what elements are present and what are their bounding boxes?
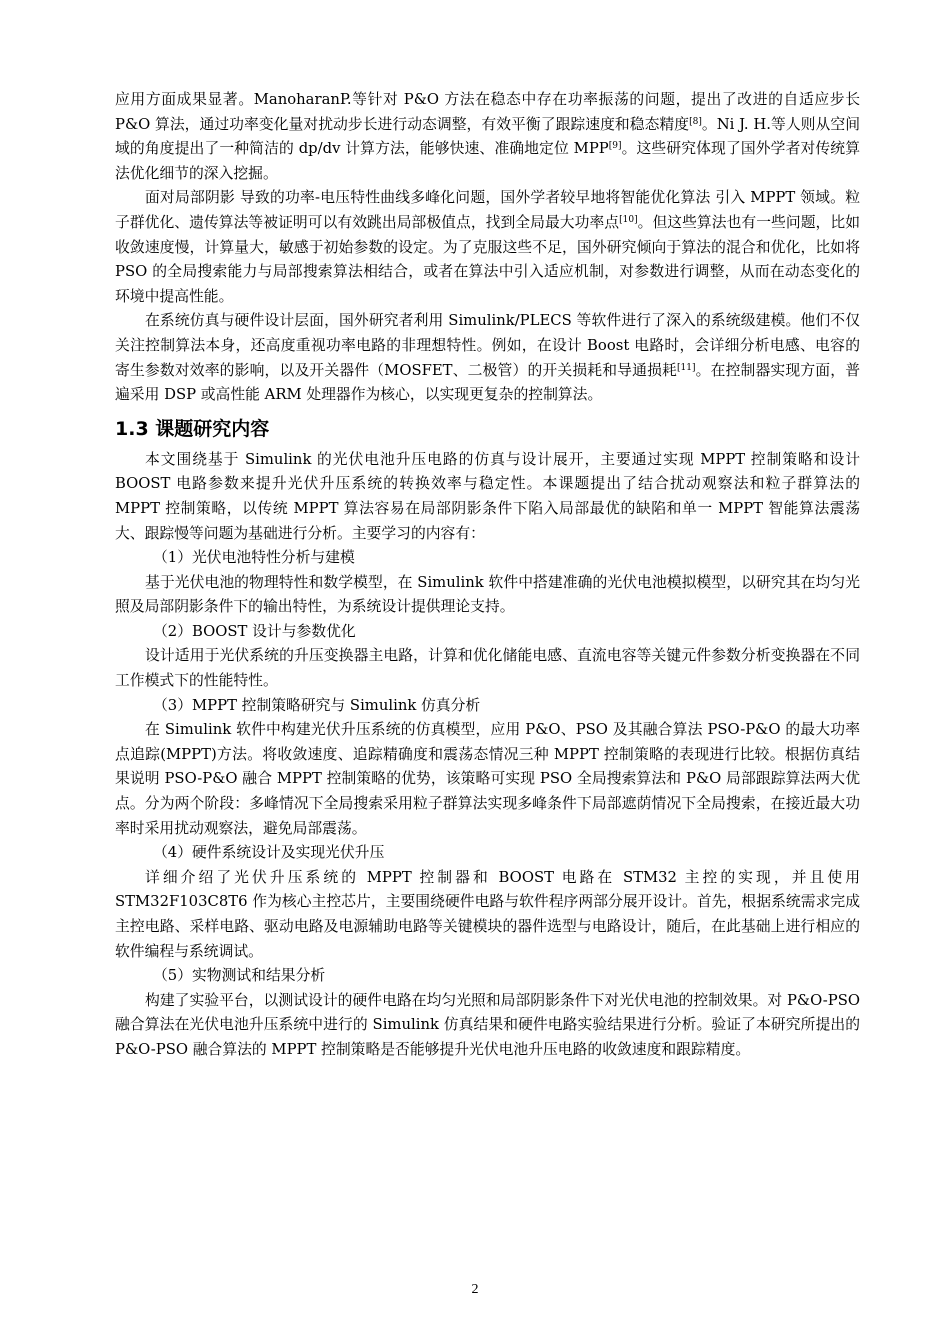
citation: [9] [608,141,622,152]
paragraph-top-1: 应用方面成果显著。ManoharanP.等针对 P&O 方法在稳态中存在功率振荡的问题，提出了改进的自适应步长 P&O 算法，通过功率变化量对扰动步长进行动态调整，有效平衡了跟踪速度和稳态精度[8]。Ni J. H.等人则从空间域的角度提出了一种简洁的 dp/dv 计算方法，能够快速、准确地定位 MPP[9]。这些研究体现了国外学者对传统算法优化细节的深入挖掘。 [115,91,860,182]
citation: [11] [677,362,696,373]
item-body-4: 详细介绍了光伏升压系统的 MPPT 控制器和 BOOST 电路在 STM32 主控的实现，并且使用 STM32F103C8T6 作为核心主控芯片，主要围绕硬件电路与软件程序两部分展开设计。首先，根据系统需求完成主控电路、采样电路、驱动电路及电源辅助电路等关键模块的器件选型与电路设计，随后，在此基础上进行相应的软件编程与系统调试。 [115,868,860,960]
item-title-2: （2）BOOST 设计与参数优化 [153,622,356,640]
item-body-1: 基于光伏电池的物理特性和数学模型，在 Simulink 软件中搭建准确的光伏电池模拟模型，以研究其在均匀光照及局部阴影条件下的输出特性，为系统设计提供理论支持。 [115,573,860,616]
page-number: 2 [471,1282,479,1297]
item-body-5: 构建了实验平台，以测试设计的硬件电路在均匀光照和局部阴影条件下对光伏电池的控制效果。对 P&O-PSO 融合算法在光伏电池升压系统中进行的 Simulink 仿真结果和硬件电路实验结果进行分析。验证了本研究所提出的 P&O-PSO 融合算法的 MPPT 控制策略是否能够提升光伏电池升压电路的收敛速度和跟踪精度。 [115,991,860,1058]
document-body [115,88,860,1063]
item-body-3: 在 Simulink 软件中构建光伏升压系统的仿真模型，应用 P&O、PSO 及其融合算法 PSO-P&O 的最大功率点追踪(MPPT)方法。将收敛速度、追踪精确度和震荡态情况三种 MPPT 控制策略的表现进行比较。根据仿真结果说明 PSO-P&O 融合 MPPT 控制策略的优势，该策略可实现 PSO 全局搜索算法和 P&O 局部跟踪算法两大优点。分为两个阶段：多峰情况下全局搜索采用粒子群算法实现多峰条件下局部遮荫情况下全局搜索，在接近最大功率时采用扰动观察法，避免局部震荡。 [115,721,860,837]
item-title-1: （1）光伏电池特性分析与建模 [153,549,355,567]
item-title-3: （3）MPPT 控制策略研究与 Simulink 仿真分析 [153,696,481,714]
item-body-2: 设计适用于光伏系统的升压变换器主电路，计算和优化储能电感、直流电容等关键元件参数分析变换器在不同工作模式下的性能特性。 [115,647,860,690]
section-heading: 1.3 课题研究内容 [115,417,270,440]
item-title-5: （5）实物测试和结果分析 [153,967,326,985]
citation: [8] [689,116,702,127]
intro-paragraph: 本文围绕基于 Simulink 的光伏电池升压电路的仿真与设计展开，主要通过实现 MPPT 控制策略和设计 BOOST 电路参数来提升光伏升压系统的转换效率与稳定性。本课题提出了结合扰动观察法和粒子群算法的 MPPT 控制策略，以传统 MPPT 算法容易在局部阴影条件下陷入局部最优的缺陷和单一 MPPT 智能算法震荡大、跟踪慢等问题为基础进行分析。主要学习的内容有： [115,450,860,542]
citation: [10] [619,214,638,225]
paragraph-top-3: 在系统仿真与硬件设计层面，国外研究者利用 Simulink/PLECS 等软件进行了深入的系统级建模。他们不仅关注控制算法本身，还高度重视功率电路的非理想特性。例如，在设计 Boost 电路时，会详细分析电感、电容的寄生参数对效率的影响，以及开关器件（MOSFET、二极管）的开关损耗和导通损耗[11]。在控制器实现方面，普遍采用 DSP 或高性能 ARM 处理器作为核心，以实现更复杂的控制算法。 [115,312,860,404]
paragraph-top-2: 面对局部阴影 导致的功率-电压特性曲线多峰化问题，国外学者较早地将智能优化算法 引入 MPPT 领域。粒子群优化、遗传算法等被证明可以有效跳出局部极值点，找到全局最大功率点[10]。但这些算法也有一些问题，比如收敛速度慢，计算量大，敏感于初始参数的设定。为了克服这些不足，国外研究倾向于算法的混合和优化，比如将 PSO 的全局搜索能力与局部搜索算法相结合，或者在算法中引入适应机制，对参数进行调整，从而在动态变化的环境中提高性能。 [115,189,860,305]
item-title-4: （4）硬件系统设计及实现光伏升压 [153,844,385,862]
